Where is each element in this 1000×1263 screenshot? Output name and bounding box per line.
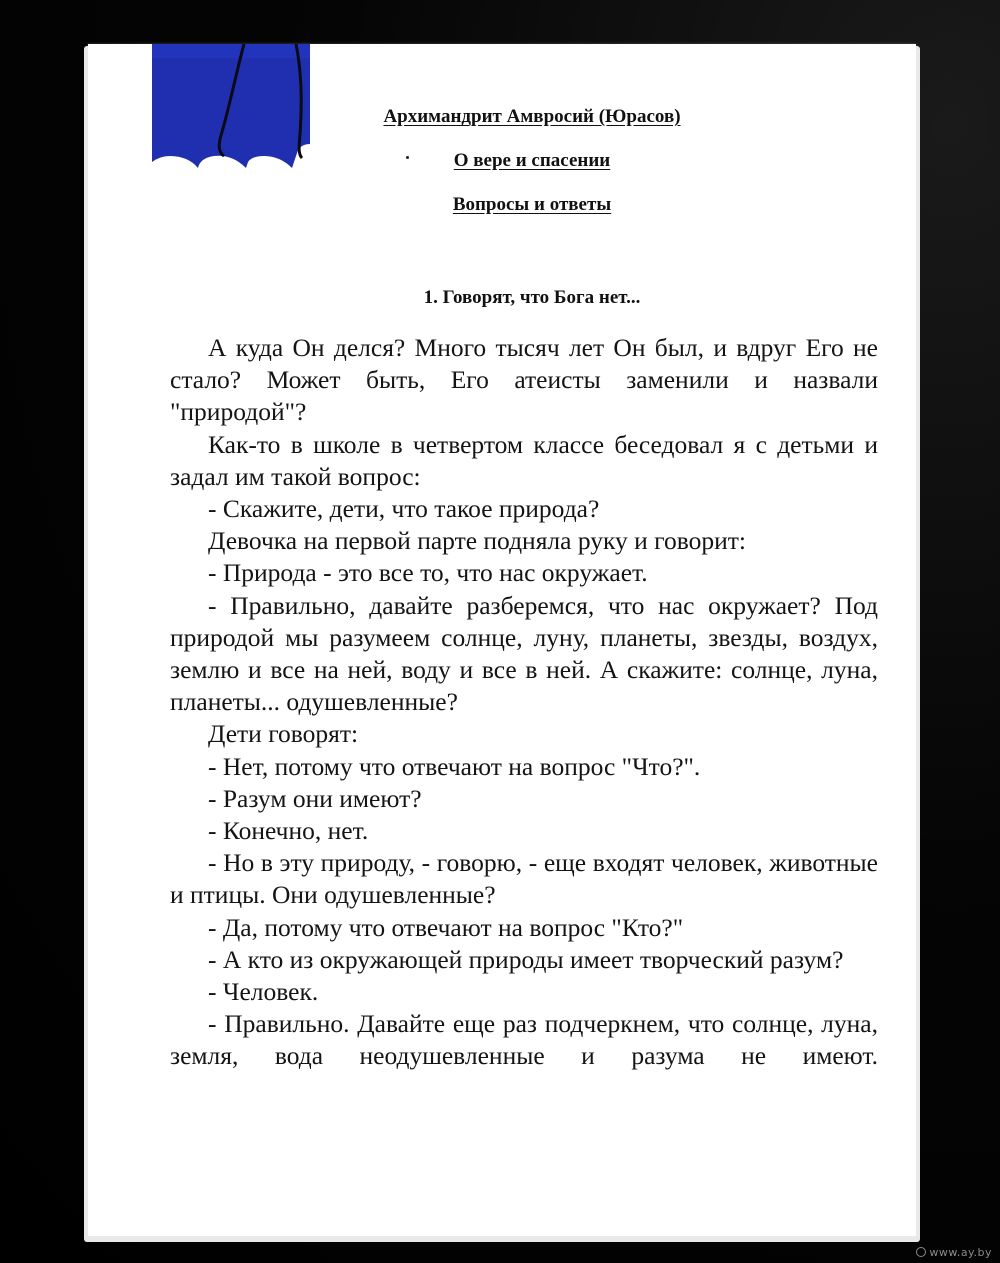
body-text <box>170 332 878 1073</box>
watermark-text: www.ay.by <box>929 1246 992 1259</box>
watermark-logo-icon <box>916 1247 926 1257</box>
section-heading: 1. Говорят, что Бога нет... <box>423 287 641 308</box>
author-text: Архимандрит Амвросий (Юрасов) <box>383 106 681 127</box>
watermark <box>916 1246 992 1259</box>
paragraph: Девочка на первой парте подняла руку и говорит: <box>208 526 746 556</box>
document-page <box>88 44 916 1236</box>
paragraph: - Правильно. Давайте еще раз подчеркнем, что солнце, луна, земля, вода неодушевленные и разума не имеют. <box>170 1009 878 1071</box>
paragraph: - Нет, потому что отвечают на вопрос "Что?". <box>208 751 701 781</box>
subtitle-text: Вопросы и ответы <box>452 194 612 215</box>
paragraph: Как-то в школе в четвертом классе беседовал я с детьми и задал им такой вопрос: <box>170 429 878 491</box>
paragraph: - Конечно, нет. <box>208 816 369 846</box>
paragraph: - Человек. <box>208 977 319 1007</box>
paragraph: - Правильно, давайте разберемся, что нас окружает? Под природой мы разумеем солнце, луну, планеты, звезды, воздух, землю и все на ней, воду и все в ней. А скажите: солнце, луна, планеты... одушевленные? <box>170 590 878 717</box>
paragraph: - Природа - это все то, что нас окружает. <box>208 558 648 588</box>
paragraph: - Скажите, дети, что такое природа? <box>208 494 600 524</box>
paragraph: - А кто из окружающей природы имеет творческий разум? <box>208 944 844 974</box>
title-text: О вере и спасении <box>453 150 611 171</box>
paragraph: Дети говорят: <box>208 719 359 749</box>
paragraph: - Разум они имеют? <box>208 783 422 813</box>
paragraph: А куда Он делся? Много тысяч лет Он был, и вдруг Его не стало? Может быть, Его атеисты заменили и назвали "природой"? <box>170 333 878 427</box>
document-subtitle <box>118 194 946 216</box>
binder-clip-icon <box>152 44 312 168</box>
paragraph: - Но в эту природу, - говорю, - еще входят человек, животные и птицы. Они одушевленные? <box>170 848 878 910</box>
paragraph: - Да, потому что отвечают на вопрос "Кто?" <box>208 912 684 942</box>
